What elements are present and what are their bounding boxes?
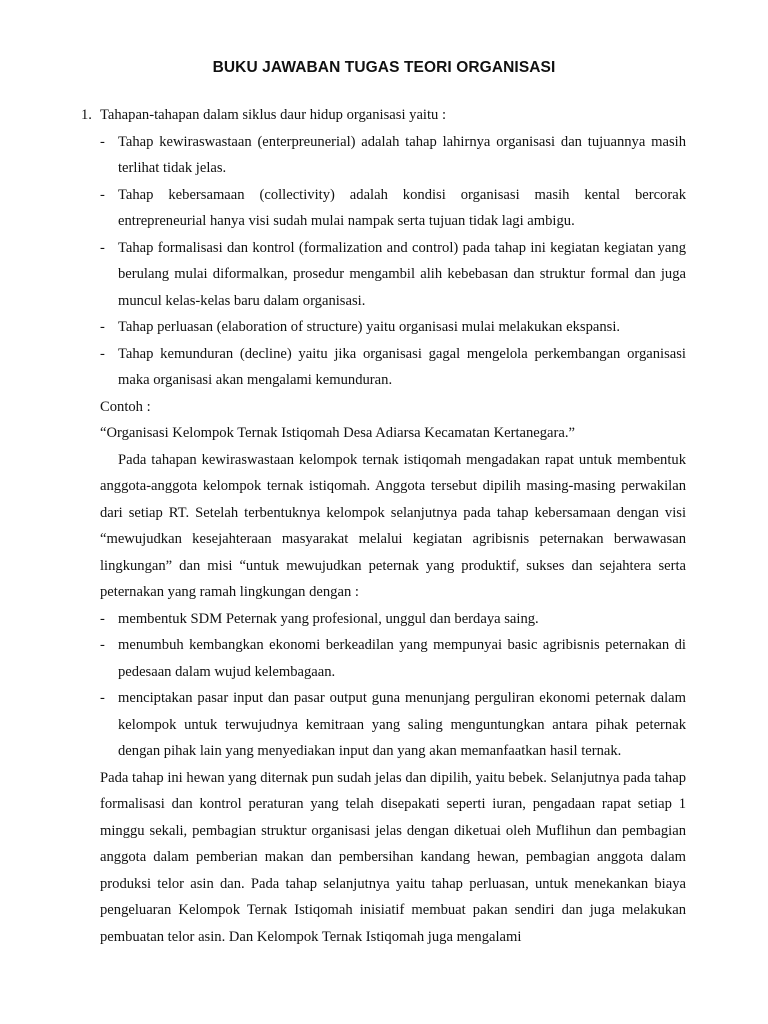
stage-bullet	[0, 341, 768, 394]
dash-marker: -	[100, 690, 105, 706]
example-title: “Organisasi Kelompok Ternak Istiqomah Desa Adiarsa Kecamatan Kertanegara.”	[100, 425, 575, 441]
mission-text: membentuk SDM Peternak yang profesional, unggul dan berdaya saing.	[118, 610, 539, 627]
example-label: Contoh :	[100, 398, 151, 415]
dash-marker: -	[100, 637, 105, 653]
document-body	[0, 102, 768, 950]
mission-text: menciptakan pasar input dan pasar output guna menunjang perguliran ekonomi peternak dalam kelompok untuk terwujudnya kemitraan yang saling menguntungkan antara pihak peternak dengan pihak lain yang menyediakan input dan yang akan memanfaatkan hasil ternak.	[118, 690, 686, 759]
dash-marker: -	[100, 186, 105, 203]
stage-text: Tahap perluasan (elaboration of structure) yaitu organisasi mulai melakukan ekspansi.	[118, 319, 621, 335]
dash-marker: -	[100, 319, 105, 335]
paragraph: Pada tahap ini hewan yang diternak pun sudah jelas dan dipilih, yaitu bebek. Selanjutnya pada tahap formalisasi dan kontrol peraturan yang telah disepakati seperti iuran, pengadaan rapat setiap 1 minggu sekali, pembagian struktur organisasi jelas dengan diketuai oleh Muflihun dan pembagian anggota dalam pemberian makan dan pembersihan kandang hewan, pembagian anggota dalam produksi telor asin dan. Pada tahap selanjutnya yaitu tahap perluasan, untuk menekankan biaya pengeluaran Kelompok Ternak Istiqomah inisiatif membuat pakan sendiri dan juga melakukan pembuatan telor asin. Dan Kelompok Ternak Istiqomah juga mengalami	[100, 769, 686, 945]
stage-bullet	[0, 235, 768, 315]
stage-bullet	[0, 129, 768, 182]
dash-marker: -	[100, 133, 105, 150]
stage-text: Tahap kebersamaan (collectivity) adalah kondisi organisasi masih kental bercorak entrepreneurial hanya visi sudah mulai nampak serta tujuan tidak lagi ambigu.	[118, 186, 686, 229]
mission-bullet	[0, 606, 768, 633]
dash-marker: -	[100, 610, 105, 627]
stage-bullet	[0, 314, 768, 341]
list-number: 1.	[81, 107, 92, 123]
dash-marker: -	[100, 239, 105, 256]
dash-marker: -	[100, 345, 105, 362]
stage-bullet	[0, 182, 768, 235]
list-item-1	[0, 102, 768, 129]
list-intro: Tahapan-tahapan dalam siklus daur hidup organisasi yaitu :	[100, 107, 447, 123]
mission-text: menumbuh kembangkan ekonomi berkeadilan yang mempunyai basic agribisnis peternakan di pedesaan dalam wujud kelembagaan.	[118, 637, 686, 680]
paragraph: Pada tahapan kewiraswastaan kelompok ternak istiqomah mengadakan rapat untuk membentuk anggota-anggota kelompok ternak istiqomah. Anggota tersebut dipilih masing-masing perwakilan dari setiap RT. Setelah terbentuknya kelompok selanjutnya pada tahap kebersamaan dengan visi “mewujudkan kesejahteraan masyarakat melalui kegiatan agribisnis peternakan berwawasan lingkungan” dan misi “untuk mewujudkan peternak yang produktif, sukses dan sejahtera serta peternakan yang ramah lingkungan dengan :	[100, 451, 686, 600]
mission-bullet	[0, 685, 768, 765]
stage-text: Tahap kemunduran (decline) yaitu jika organisasi gagal mengelola perkembangan organisasi maka organisasi akan mengalami kemunduran.	[118, 345, 686, 388]
stage-text: Tahap formalisasi dan kontrol (formalization and control) pada tahap ini kegiatan kegiatan yang berulang mulai diformalkan, prosedur mengambil alih kebebasan dan struktur formal dan juga muncul kelas-kelas baru dalam organisasi.	[118, 239, 686, 309]
document-title: BUKU JAWABAN TUGAS TEORI ORGANISASI	[212, 59, 556, 76]
stage-text: Tahap kewiraswastaan (enterpreunerial) adalah tahap lahirnya organisasi dan tujuannya masih terlihat tidak jelas.	[118, 133, 686, 176]
mission-bullet	[0, 632, 768, 685]
